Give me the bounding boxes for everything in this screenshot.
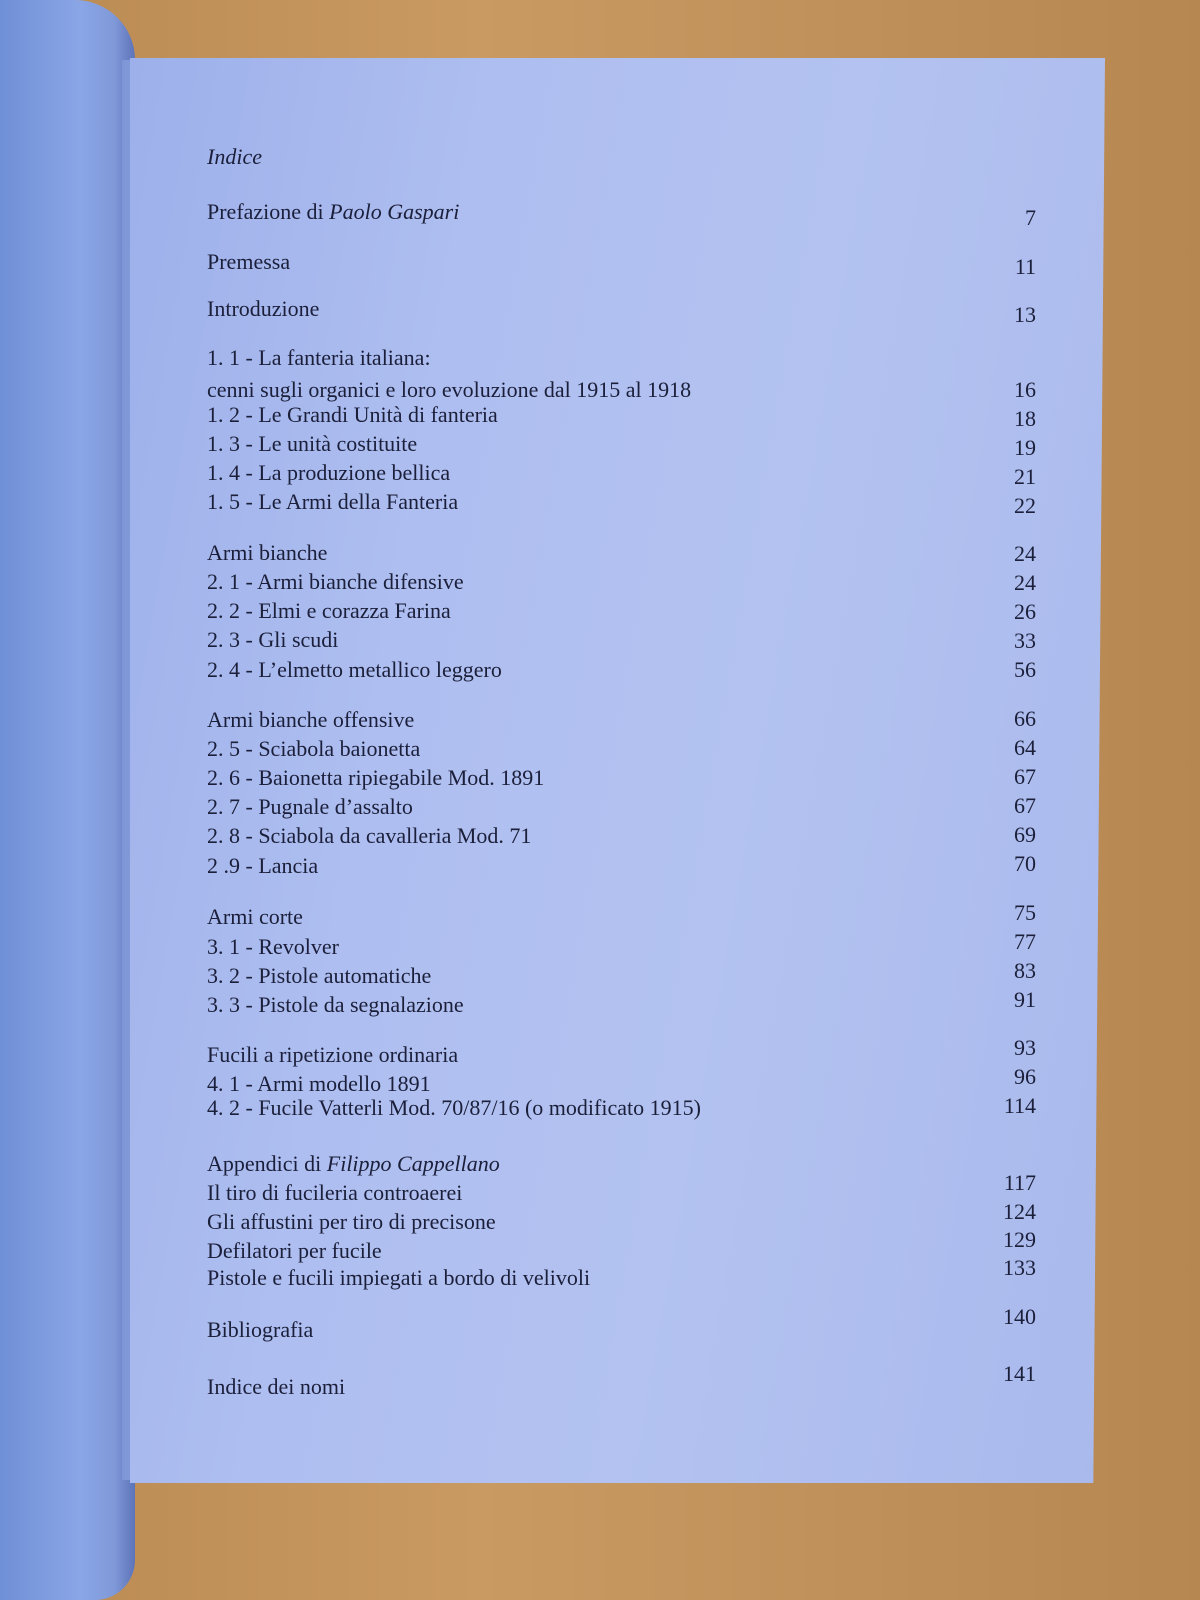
toc-entry-title: 2. 3 - Gli scudi (207, 627, 339, 652)
toc-entry-title: 1. 2 - Le Grandi Unità di fanteria (207, 402, 498, 427)
toc-entry-page-number: 91 (1014, 987, 1036, 1012)
toc-entry (207, 765, 544, 791)
toc-entry-title: 2. 7 - Pugnale d’assalto (207, 794, 413, 819)
toc-entry-title: Bibliografia (207, 1317, 314, 1342)
toc-entry (207, 627, 338, 653)
toc-entry-title: 4. 2 - Fucile Vatterli Mod. 70/87/16 (o modificato 1915) (207, 1095, 701, 1120)
toc-entry-page-number: 70 (1014, 851, 1036, 876)
toc-entry-page-number: 7 (1025, 205, 1036, 230)
toc-entry-title: Armi bianche (207, 540, 328, 565)
toc-entry-title: Indice dei nomi (207, 1374, 346, 1399)
toc-entry-page-number: 124 (1003, 1199, 1036, 1224)
toc-entry-title: 3. 1 - Revolver (207, 934, 339, 959)
toc-entry (207, 657, 502, 683)
toc-entry-page-number: 67 (1014, 764, 1036, 789)
toc-entry-title: 1. 1 - La fanteria italiana: (207, 345, 431, 370)
facing-left-page (0, 0, 135, 1600)
toc-entry-page-number: 19 (1014, 435, 1036, 460)
toc-entry (207, 296, 319, 322)
toc-entry-title: 3. 2 - Pistole automatiche (207, 963, 432, 988)
toc-entry-title: Armi corte (207, 904, 303, 929)
toc-entry-title: 2. 8 - Sciabola da cavalleria Mod. 71 (207, 823, 532, 848)
toc-entry-title: Il tiro di fucileria controaerei (207, 1180, 463, 1205)
toc-entry-title: Appendici di (207, 1151, 327, 1176)
toc-entry-page-number: 64 (1014, 735, 1036, 760)
toc-entry-author: Paolo Gaspari (329, 199, 460, 224)
toc-entry (207, 1317, 313, 1343)
toc-entry-page-number: 75 (1014, 900, 1036, 925)
toc-entry (207, 963, 431, 989)
toc-entry-page-number: 141 (1003, 1361, 1036, 1386)
toc-entry-page-number: 96 (1014, 1064, 1036, 1089)
toc-entry (207, 1209, 496, 1235)
toc-entry-title: 2. 1 - Armi bianche difensive (207, 569, 464, 594)
toc-entry-page-number: 18 (1014, 406, 1036, 431)
toc-entry-title: 2. 6 - Baionetta ripiegabile Mod. 1891 (207, 765, 545, 790)
toc-entry-page-number: 133 (1003, 1255, 1036, 1280)
toc-entry-title: 2. 5 - Sciabola baionetta (207, 736, 421, 761)
toc-entry-title: 3. 3 - Pistole da segnalazione (207, 992, 464, 1017)
toc-entry-page-number: 11 (1014, 254, 1036, 279)
toc-entry (207, 1265, 590, 1291)
toc-entry-page-number: 24 (1014, 570, 1036, 595)
toc-entry (207, 853, 318, 879)
toc-entry-author: Filippo Cappellano (326, 1151, 500, 1176)
toc-entry-title: Gli affustini per tiro di precisone (207, 1209, 496, 1234)
toc-entry-title: 1. 5 - Le Armi della Fanteria (207, 489, 459, 514)
toc-entry (207, 598, 451, 624)
toc-entry-title: Fucili a ripetizione ordinaria (207, 1042, 459, 1067)
toc-entry (207, 934, 339, 960)
toc-entry (207, 823, 531, 849)
toc-entry (207, 1238, 382, 1264)
toc-entry (207, 489, 458, 515)
toc-entry-page-number: 69 (1014, 822, 1036, 847)
toc-entry-page-number: 56 (1014, 657, 1036, 682)
toc-entry (207, 1071, 431, 1097)
toc-entry-title: cenni sugli organici e loro evoluzione dal 1915 al 1918 (207, 377, 692, 402)
toc-entry (207, 707, 414, 733)
toc-entry-page-number: 67 (1014, 793, 1036, 818)
toc-entry-title: 2. 4 - L’elmetto metallico leggero (207, 657, 502, 682)
toc-entry (207, 992, 464, 1018)
toc-entry-page-number: 22 (1014, 493, 1036, 518)
toc-entry (207, 540, 327, 566)
toc-entry (207, 460, 450, 486)
toc-entry (207, 199, 459, 225)
toc-entry-page-number: 114 (1003, 1093, 1036, 1118)
toc-entry-title: Defilatori per fucile (207, 1238, 382, 1263)
toc-entry (207, 794, 413, 820)
toc-entry (207, 249, 290, 275)
toc-entry-page-number: 24 (1014, 541, 1036, 566)
toc-entry (207, 377, 691, 403)
toc-entry (207, 1095, 701, 1121)
toc-entry-page-number: 93 (1014, 1035, 1036, 1060)
toc-entry-title: Pistole e fucili impiegati a bordo di velivoli (207, 1265, 591, 1290)
toc-entry-page-number: 13 (1014, 302, 1036, 327)
toc-entry (207, 1042, 458, 1068)
toc-heading (207, 144, 262, 170)
toc-entry-page-number: 129 (1003, 1227, 1036, 1252)
toc-entry-title: 1. 3 - Le unità costituite (207, 431, 418, 456)
toc-entry-title: 2 .9 - Lancia (207, 853, 319, 878)
toc-entry (207, 431, 417, 457)
toc-heading-text: Indice (207, 144, 262, 169)
toc-entry-title: 4. 1 - Armi modello 1891 (207, 1071, 431, 1096)
toc-entry-title: 2. 2 - Elmi e corazza Farina (207, 598, 451, 623)
toc-entry-page-number: 117 (1003, 1170, 1036, 1195)
toc-entry (207, 569, 464, 595)
toc-entry-title: Introduzione (207, 296, 320, 321)
toc-entry (207, 1151, 500, 1177)
toc-entry-title: Armi bianche offensive (207, 707, 415, 732)
toc-entry-title: Premessa (207, 249, 291, 274)
toc-entry (207, 904, 303, 930)
toc-entry-page-number: 26 (1014, 599, 1036, 624)
toc-entry-page-number: 66 (1014, 706, 1036, 731)
toc-entry (207, 736, 420, 762)
toc-entry (207, 402, 498, 428)
toc-entry-page-number: 21 (1014, 464, 1036, 489)
toc-entry-page-number: 140 (1003, 1304, 1036, 1329)
toc-entry-title: 1. 4 - La produzione bellica (207, 460, 451, 485)
toc-entry-page-number: 33 (1014, 628, 1036, 653)
toc-entry-page-number: 77 (1014, 929, 1036, 954)
toc-entry-page-number: 83 (1014, 958, 1036, 983)
toc-entry-title: Prefazione di (207, 199, 330, 224)
toc-entry (207, 1374, 345, 1400)
toc-entry (207, 1180, 462, 1206)
toc-entry (207, 345, 431, 371)
toc-entry-page-number: 16 (1014, 377, 1036, 402)
